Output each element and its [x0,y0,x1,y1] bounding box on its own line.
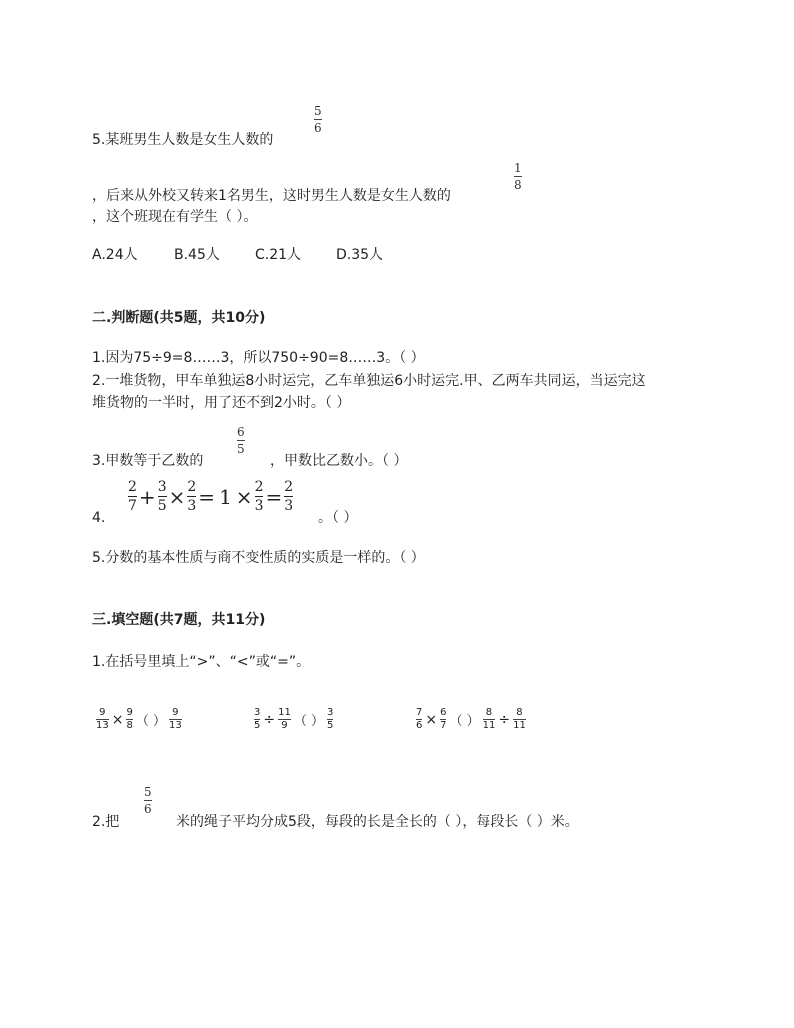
q5-text-part1: 5.某班男生人数是女生人数的 [92,132,274,148]
fraction-numerator: 2 [187,479,197,495]
fraction-numerator: 8 [485,707,493,718]
section3-heading: 三.填空题(共7题，共11分) [92,612,266,628]
fraction-denominator: 5 [254,720,261,731]
times-operator: × [425,711,438,728]
times-operator: × [168,484,186,509]
q5-option-c[interactable]: C.21人 [255,247,302,263]
q5-option-d[interactable]: D.35人 [336,247,384,263]
fraction-numerator: 2 [284,479,294,495]
answer-blank[interactable]: （ ） [449,714,480,729]
section2-q3-suffix: ，甲数比乙数小。（ ） [270,453,408,469]
section2-q3-fraction [237,426,245,455]
compare-item-2 [254,708,333,731]
compare-fraction [327,708,333,731]
section2-q4-prefix: 4. [92,510,106,526]
section2-q2-line2: 堆货物的一半时，用了还不到2小时。（ ） [92,395,351,411]
compare-fraction [483,708,496,731]
compare-fraction [278,708,291,731]
fraction-numerator: 5 [144,785,152,799]
q5-option-b[interactable]: B.45人 [174,247,220,263]
fraction-denominator: 3 [284,498,294,514]
section2-q4-suffix: 。（ ） [318,510,358,526]
fraction-numerator: 1 [514,161,522,175]
compare-fraction [169,708,182,731]
fraction-numerator: 3 [326,707,334,718]
q5-fraction-1 [314,105,322,134]
fraction-numerator: 7 [416,707,423,718]
compare-fraction [96,708,109,731]
times-operator: × [111,711,124,728]
section3-q2-fraction [144,786,152,815]
fraction-denominator: 5 [326,720,334,731]
fraction-denominator: 7 [128,498,137,514]
compare-fraction [254,708,260,731]
section3-q1: 1.在括号里填上“>”、“<”或“=”。 [92,654,311,670]
q5-text-part2: ，后来从外校又转来1名男生，这时男生人数是女生人数的 [92,188,451,204]
fraction-numerator: 6 [440,707,447,718]
fraction-denominator: 5 [237,442,245,456]
fraction-numerator: 8 [516,707,523,718]
compare-fraction [416,708,422,731]
compare-item-1 [96,708,182,731]
compare-fraction [126,708,132,731]
divide-operator: ÷ [498,711,511,728]
expr-fraction [158,480,167,513]
q5-text-part3: ，这个班现在有学生（ ）。 [92,209,258,225]
expr-fraction [255,480,264,513]
fraction-denominator: 9 [281,720,288,731]
section2-q3-prefix: 3.甲数等于乙数的 [92,453,204,469]
fraction-denominator: 3 [254,498,264,514]
fraction-bar [314,119,322,120]
fraction-bar [255,496,264,497]
equals-operator: = [198,484,216,509]
fraction-numerator: 3 [254,707,261,718]
fraction-bar [144,800,152,801]
q5-fraction-2 [514,162,522,191]
fraction-denominator: 6 [314,121,322,135]
fraction-bar [284,496,293,497]
fraction-denominator: 5 [157,498,167,514]
section2-heading: 二.判断题(共5题，共10分) [92,310,266,326]
compare-item-3 [416,708,526,731]
fraction-denominator: 6 [416,720,423,731]
compare-fraction [513,708,526,731]
fraction-denominator: 11 [482,720,496,731]
q5-option-a[interactable]: A.24人 [92,247,138,263]
expr-integer: 1 [219,484,232,509]
fraction-bar [187,496,196,497]
section2-q4-expression [128,480,293,513]
fraction-denominator: 13 [96,720,109,731]
times-operator: × [235,484,253,509]
fraction-numerator: 9 [172,707,179,718]
section3-q2-prefix: 2.把 [92,814,120,830]
expr-fraction [128,480,137,513]
section2-q5: 5.分数的基本性质与商不变性质的实质是一样的。（ ） [92,550,425,566]
fraction-numerator: 9 [99,707,106,718]
fraction-denominator: 8 [514,178,522,192]
fraction-numerator: 3 [157,479,167,495]
fraction-denominator: 7 [440,720,447,731]
expr-fraction [284,480,293,513]
equals-operator: = [265,484,283,509]
fraction-bar [128,496,137,497]
answer-blank[interactable]: （ ） [135,714,166,729]
plus-operator: + [138,484,156,509]
compare-fraction [440,708,446,731]
fraction-numerator: 2 [254,479,264,495]
section2-q1: 1.因为75÷9=8……3，所以750÷90=8……3。（ ） [92,350,425,366]
fraction-numerator: 5 [314,104,322,118]
fraction-bar [237,440,245,441]
fraction-numerator: 6 [237,425,245,439]
fraction-denominator: 11 [513,720,526,731]
fraction-bar [158,496,167,497]
fraction-bar [514,176,522,177]
fraction-numerator: 9 [126,707,133,718]
answer-blank[interactable]: （ ） [293,714,324,729]
divide-operator: ÷ [263,711,276,728]
fraction-numerator: 2 [128,479,137,495]
fraction-denominator: 13 [168,720,182,731]
fraction-denominator: 6 [144,802,152,816]
expr-fraction [187,480,196,513]
fraction-denominator: 3 [187,498,197,514]
section3-q2-suffix: 米的绳子平均分成5段，每段的长是全长的（ ），每段长（ ）米。 [176,814,579,830]
section2-q2-line1: 2.一堆货物，甲车单独运8小时运完，乙车单独运6小时运完.甲、乙两车共同运，当运完这 [92,373,646,389]
fraction-numerator: 11 [278,707,291,718]
fraction-denominator: 8 [126,720,133,731]
